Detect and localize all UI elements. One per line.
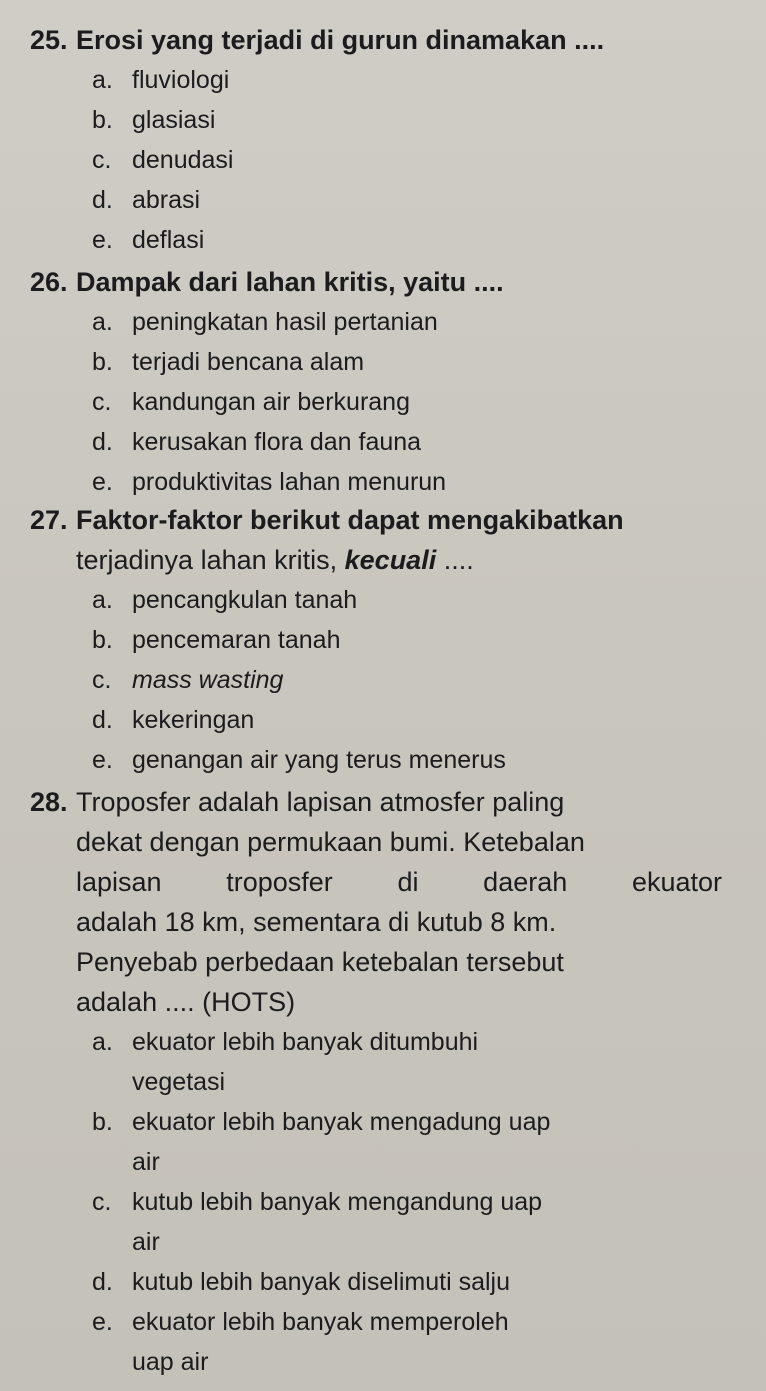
- question-stem: [30, 262, 730, 302]
- option-letter: c.: [92, 146, 112, 174]
- option-letter: b.: [92, 106, 113, 134]
- option-text: genangan air yang terus menerus: [132, 746, 506, 774]
- option-text: glasiasi: [132, 106, 216, 134]
- option-d[interactable]: [30, 180, 730, 220]
- option-c[interactable]: [30, 140, 730, 180]
- option-a[interactable]: [30, 302, 730, 342]
- option-letter: c.: [92, 1188, 112, 1216]
- option-text-continued: uap air: [132, 1348, 209, 1376]
- option-letter: c.: [92, 666, 112, 694]
- option-letter: e.: [92, 746, 113, 774]
- option-c[interactable]: [30, 382, 730, 422]
- option-text: peningkatan hasil pertanian: [132, 308, 438, 336]
- option-letter: a.: [92, 308, 113, 336]
- option-text: deflasi: [132, 226, 205, 254]
- option-text-continued: air: [132, 1228, 160, 1256]
- option-e[interactable]: [30, 462, 730, 502]
- option-b[interactable]: [30, 1102, 730, 1182]
- option-letter: e.: [92, 468, 113, 496]
- option-letter: d.: [92, 186, 113, 214]
- option-letter: d.: [92, 428, 113, 456]
- option-text: denudasi: [132, 146, 234, 174]
- option-line: [30, 1262, 730, 1302]
- option-letter: a.: [92, 1028, 113, 1056]
- question-26: [30, 262, 730, 502]
- option-line: [30, 1182, 730, 1222]
- option-letter: b.: [92, 626, 113, 654]
- question-text-line: adalah .... (HOTS): [76, 987, 296, 1017]
- option-a[interactable]: [30, 580, 730, 620]
- option-d[interactable]: [30, 422, 730, 462]
- question-number: 28.: [30, 787, 68, 817]
- option-text-continued: vegetasi: [132, 1068, 226, 1096]
- option-d[interactable]: [30, 1262, 730, 1302]
- question-text-line: Troposfer adalah lapisan atmosfer paling: [76, 787, 565, 817]
- option-text: kekeringan: [132, 706, 255, 734]
- option-letter: b.: [92, 1108, 113, 1136]
- question-text-line2: terjadinya lahan kritis,: [76, 545, 345, 575]
- question-27: [30, 500, 730, 780]
- question-text-line: dekat dengan permukaan bumi. Ketebalan: [76, 827, 585, 857]
- question-text: Dampak dari lahan kritis, yaitu ....: [76, 267, 504, 297]
- question-stem: [30, 500, 730, 540]
- question-stem-continued: [30, 540, 730, 580]
- option-letter: d.: [92, 706, 113, 734]
- option-text: produktivitas lahan menurun: [132, 468, 447, 496]
- option-text: ekuator lebih banyak memperoleh: [132, 1308, 509, 1336]
- option-letter: a.: [92, 66, 113, 94]
- emphasis-word: kecuali: [344, 545, 437, 575]
- option-list: [30, 302, 730, 502]
- question-text-line: adalah 18 km, sementara di kutub 8 km.: [76, 907, 557, 937]
- option-list: [30, 1022, 730, 1382]
- question-number: 27.: [30, 505, 68, 535]
- option-line: [30, 1302, 730, 1342]
- option-text-continued: air: [132, 1148, 160, 1176]
- question-text-line: Penyebab perbedaan ketebalan tersebut: [76, 947, 564, 977]
- option-text: ekuator lebih banyak ditumbuhi: [132, 1028, 479, 1056]
- question-28: [30, 782, 730, 1382]
- option-e[interactable]: [30, 1302, 730, 1382]
- option-text: fluviologi: [132, 66, 230, 94]
- option-e[interactable]: [30, 220, 730, 260]
- question-text-line1: Faktor-faktor berikut dapat mengakibatkan: [76, 505, 624, 535]
- option-text: pencemaran tanah: [132, 626, 341, 654]
- option-text: terjadi bencana alam: [132, 348, 365, 376]
- option-a[interactable]: [30, 1022, 730, 1102]
- option-text: mass wasting: [132, 666, 284, 694]
- question-number: 25.: [30, 25, 68, 55]
- question-text-line2-suffix: ....: [436, 545, 474, 575]
- question-text: Erosi yang terjadi di gurun dinamakan ....: [76, 25, 605, 55]
- option-c[interactable]: [30, 660, 730, 700]
- option-line: [30, 1022, 730, 1062]
- option-list: [30, 580, 730, 780]
- option-letter: b.: [92, 348, 113, 376]
- option-letter: a.: [92, 586, 113, 614]
- option-line: [30, 1102, 730, 1142]
- option-letter: c.: [92, 388, 112, 416]
- option-c[interactable]: [30, 1182, 730, 1262]
- option-letter: e.: [92, 226, 113, 254]
- question-text-line: lapisan troposfer di daerah ekuator: [76, 867, 722, 897]
- question-25: [30, 20, 730, 260]
- option-letter: e.: [92, 1308, 113, 1336]
- option-b[interactable]: [30, 620, 730, 660]
- question-stem: [30, 782, 730, 822]
- option-text: kandungan air berkurang: [132, 388, 410, 416]
- option-list: [30, 60, 730, 260]
- option-d[interactable]: [30, 700, 730, 740]
- option-b[interactable]: [30, 100, 730, 140]
- question-number: 26.: [30, 267, 68, 297]
- option-letter: d.: [92, 1268, 113, 1296]
- option-text: ekuator lebih banyak mengadung uap: [132, 1108, 551, 1136]
- question-stem: [30, 20, 730, 60]
- option-text: kerusakan flora dan fauna: [132, 428, 422, 456]
- option-a[interactable]: [30, 60, 730, 100]
- option-b[interactable]: [30, 342, 730, 382]
- option-e[interactable]: [30, 740, 730, 780]
- option-text: kutub lebih banyak diselimuti salju: [132, 1268, 510, 1296]
- option-text: pencangkulan tanah: [132, 586, 358, 614]
- option-text: abrasi: [132, 186, 201, 214]
- option-text: kutub lebih banyak mengandung uap: [132, 1188, 543, 1216]
